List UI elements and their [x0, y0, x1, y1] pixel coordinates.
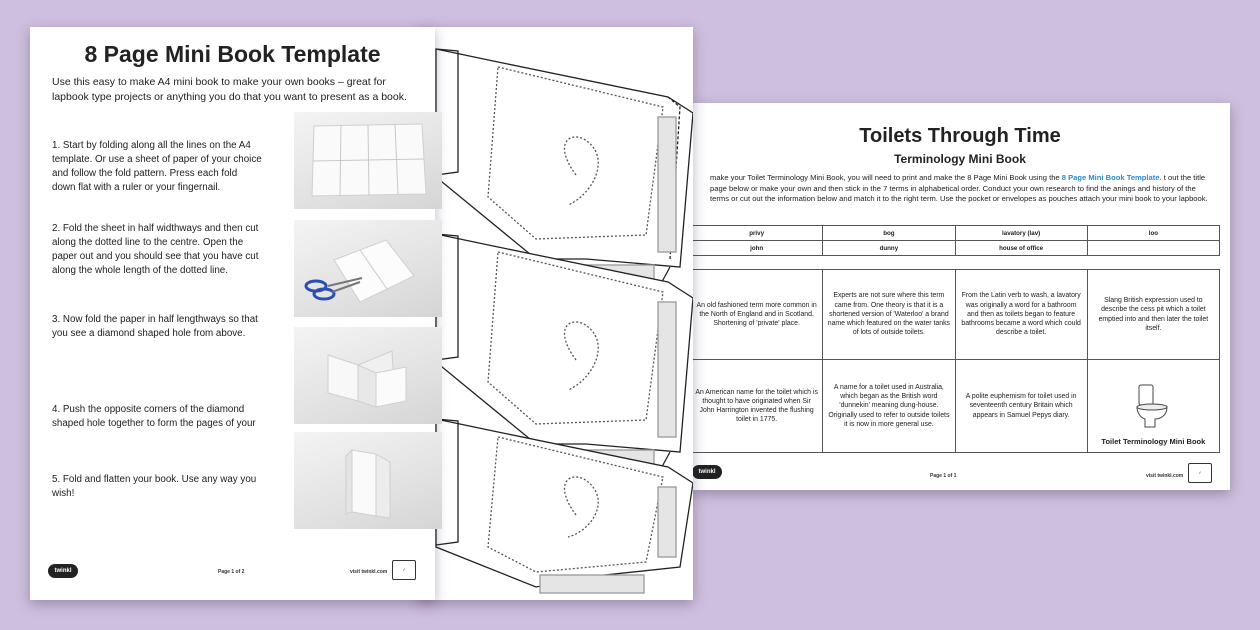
- definitions-table: [690, 269, 1220, 453]
- step-2-text: 2. Fold the sheet in half widthways and then cut along the dotted line to the centre. Open the paper out and you should see that you have cut along the whole length of the dotted line.: [52, 223, 259, 276]
- twinkl-logo: twinkl: [48, 564, 78, 578]
- table-row: [691, 226, 1220, 241]
- term-cell: [1087, 241, 1219, 256]
- mini-book-template-link[interactable]: 8 Page Mini Book Template: [1061, 173, 1160, 182]
- intro-text-start: make your Toilet Terminology Mini Book, you will need to print and make the 8 Page Mini Book using the: [710, 173, 1062, 182]
- page-number: Page 1 of 1: [930, 473, 957, 479]
- table-row: [691, 360, 1220, 453]
- term-cell: privy: [691, 226, 823, 241]
- definition-cell: A name for a toilet used in Australia, which began as the British word 'dunnekin' meaning dung-house. Originally used to refer to outside toilets it is now in more general use.: [823, 360, 955, 453]
- definition-cell: An old fashioned term more common in the North of England and in Scotland. Shortening of 'private' place.: [691, 270, 823, 360]
- step-3-text: 3. Now fold the paper in half lengthways so that you see a diamond shaped hole from above.: [52, 314, 258, 339]
- mini-book-instructions-sheet: [30, 27, 435, 600]
- site-link[interactable]: visit twinkl.com: [350, 569, 388, 575]
- page-subtitle: Terminology Mini Book: [894, 152, 1026, 166]
- term-cell: john: [691, 241, 823, 256]
- step-2-photo: [294, 220, 442, 317]
- step-5-photo: [294, 432, 442, 529]
- pocket-template-sheet: [418, 27, 693, 600]
- terms-table: [690, 225, 1220, 256]
- term-cell: house of office: [955, 241, 1087, 256]
- term-cell: lavatory (lav): [955, 226, 1087, 241]
- definition-cell: An American name for the toilet which is thought to have originated when Sir John Harrington invented the flushing toilet in 1775.: [691, 360, 823, 453]
- term-cell: loo: [1087, 226, 1219, 241]
- page-title: Toilets Through Time: [859, 125, 1061, 147]
- definition-cell: From the Latin verb to wash, a lavatory was originally a word for a bathroom and then as toilets began to feature bathrooms became a word which could describe a toilet.: [955, 270, 1087, 360]
- page-title: 8 Page Mini Book Template: [84, 41, 381, 67]
- mini-book-cover-cell: [1087, 360, 1219, 453]
- intro-text-end: . t out the title page below or make your own and then stick in the 7 terms in alphabetical order. Conduct your own research to find the anings and history of the terms or cut out the information below and match it to the right term. Use the pocket or envelopes as pouches attach your mini book to your lapbook.: [710, 173, 1208, 203]
- step-4-text: 4. Push the opposite corners of the diamond shaped hole together to form the pages of your: [52, 404, 256, 429]
- pocket-template-drawing: [418, 27, 693, 600]
- table-row: [691, 241, 1220, 256]
- step-1-text: 1. Start by folding along all the lines on the A4 template. Or use a sheet of paper of your choice and follow the fold pattern. Press each fold down flat with a ruler or your fingernail.: [52, 140, 262, 193]
- mini-book-cover-title: Toilet Terminology Mini Book: [1101, 437, 1206, 446]
- step-5-text: 5. Fold and flatten your book. Use any way you wish!: [52, 474, 257, 499]
- step-1-photo: [294, 112, 442, 209]
- term-cell: bog: [823, 226, 955, 241]
- quality-badge-icon: ✓: [1188, 463, 1212, 483]
- intro-text: [710, 173, 1212, 205]
- definition-cell: Experts are not sure where this term came from. One theory is that it is a shortened version of 'Waterloo' a brand name which featured on the water tanks of lots of outside toilets.: [823, 270, 955, 360]
- site-link[interactable]: visit twinkl.com: [1146, 473, 1184, 479]
- definition-cell: Slang British expression used to describe the cess pit which a toilet emptied into and then later the toilet itself.: [1087, 270, 1219, 360]
- intro-text: Use this easy to make A4 mini book to make your own books – great for lapbook type projects or anything you do that you want to present as a book.: [52, 76, 407, 103]
- definition-cell: A polite euphemism for toilet used in seventeenth century Britain which appears in Samuel Pepys diary.: [955, 360, 1087, 453]
- page-number: Page 1 of 2: [218, 569, 245, 575]
- twinkl-logo: twinkl: [692, 465, 722, 479]
- term-cell: dunny: [823, 241, 955, 256]
- step-3-photo: [294, 327, 442, 424]
- toilet-icon: [1133, 381, 1173, 431]
- toilets-terminology-sheet: [690, 103, 1230, 490]
- table-row: [691, 270, 1220, 360]
- quality-badge-icon: ✓: [392, 560, 416, 580]
